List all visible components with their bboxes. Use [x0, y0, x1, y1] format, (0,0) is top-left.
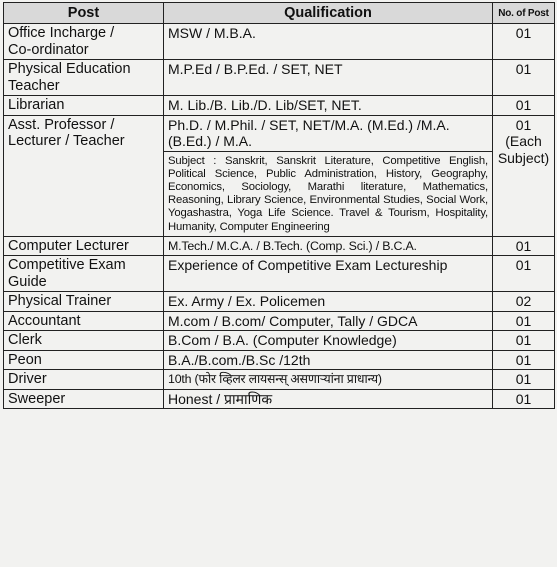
header-row	[4, 3, 555, 24]
qualification-cell: M.P.Ed / B.P.Ed. / SET, NET	[164, 60, 493, 96]
count-cell: 01	[493, 256, 555, 292]
table-row	[4, 96, 555, 116]
count-cell: 01	[493, 311, 555, 331]
table-row	[4, 256, 555, 292]
posts-table	[3, 2, 555, 409]
table-row	[4, 236, 555, 256]
post-cell: Computer Lecturer	[4, 236, 164, 256]
count-cell: 01 (Each Subject)	[493, 115, 555, 236]
count-cell: 02	[493, 292, 555, 312]
post-cell: Clerk	[4, 331, 164, 351]
post-cell: Physical Education Teacher	[4, 60, 164, 96]
table-row	[4, 389, 555, 409]
qualification-cell: 10th (फोर व्हिलर लायसन्स् असणाऱ्यांना प्राधान्य)	[164, 370, 493, 390]
table-row	[4, 311, 555, 331]
post-cell: Physical Trainer	[4, 292, 164, 312]
qualification-cell: Ph.D. / M.Phil. / SET, NET/M.A. (M.Ed.) /M.A. (B.Ed.) / M.A.	[164, 115, 493, 151]
post-cell: Competitive Exam Guide	[4, 256, 164, 292]
table-row	[4, 60, 555, 96]
table-row	[4, 350, 555, 370]
count-cell: 01	[493, 96, 555, 116]
header-post: Post	[4, 3, 164, 24]
qualification-cell: Experience of Competitive Exam Lectureship	[164, 256, 493, 292]
post-cell: Office Incharge / Co-ordinator	[4, 24, 164, 60]
count-cell: 01	[493, 350, 555, 370]
count-cell: 01	[493, 24, 555, 60]
post-cell: Sweeper	[4, 389, 164, 409]
header-qualification: Qualification	[164, 3, 493, 24]
table-row	[4, 24, 555, 60]
count-cell: 01	[493, 236, 555, 256]
qualification-cell: M. Lib./B. Lib./D. Lib/SET, NET.	[164, 96, 493, 116]
post-cell: Peon	[4, 350, 164, 370]
count-cell: 01	[493, 370, 555, 390]
count-cell: 01	[493, 60, 555, 96]
post-cell: Librarian	[4, 96, 164, 116]
qualification-cell: Honest / प्रामाणिक	[164, 389, 493, 409]
qualification-cell: Ex. Army / Ex. Policemen	[164, 292, 493, 312]
post-cell: Asst. Professor / Lecturer / Teacher	[4, 115, 164, 236]
count-cell: 01	[493, 331, 555, 351]
table-row	[4, 331, 555, 351]
recruitment-table-page	[3, 2, 554, 409]
count-cell: 01	[493, 389, 555, 409]
qualification-cell: MSW / M.B.A.	[164, 24, 493, 60]
post-cell: Accountant	[4, 311, 164, 331]
qualification-cell: B.A./B.com./B.Sc /12th	[164, 350, 493, 370]
table-row	[4, 115, 555, 151]
subject-list-cell: Subject : Sanskrit, Sanskrit Literature, Competitive English, Political Science, Public Administration, History, Geography, Economics, Sociology, Marathi literature, Mathematics, Reasoning, Library Science, Environmental Studies, Social Work, Yogashastra, Yoga Life Science. Travel & Tourism, Hospitality, Humanity, Computer Engineering	[164, 151, 493, 236]
header-no-of-post: No. of Post	[493, 3, 555, 24]
qualification-cell: M.Tech./ M.C.A. / B.Tech. (Comp. Sci.) / B.C.A.	[164, 236, 493, 256]
qualification-cell: B.Com / B.A. (Computer Knowledge)	[164, 331, 493, 351]
post-cell: Driver	[4, 370, 164, 390]
table-row	[4, 370, 555, 390]
qualification-cell: M.com / B.com/ Computer, Tally / GDCA	[164, 311, 493, 331]
table-row	[4, 292, 555, 312]
